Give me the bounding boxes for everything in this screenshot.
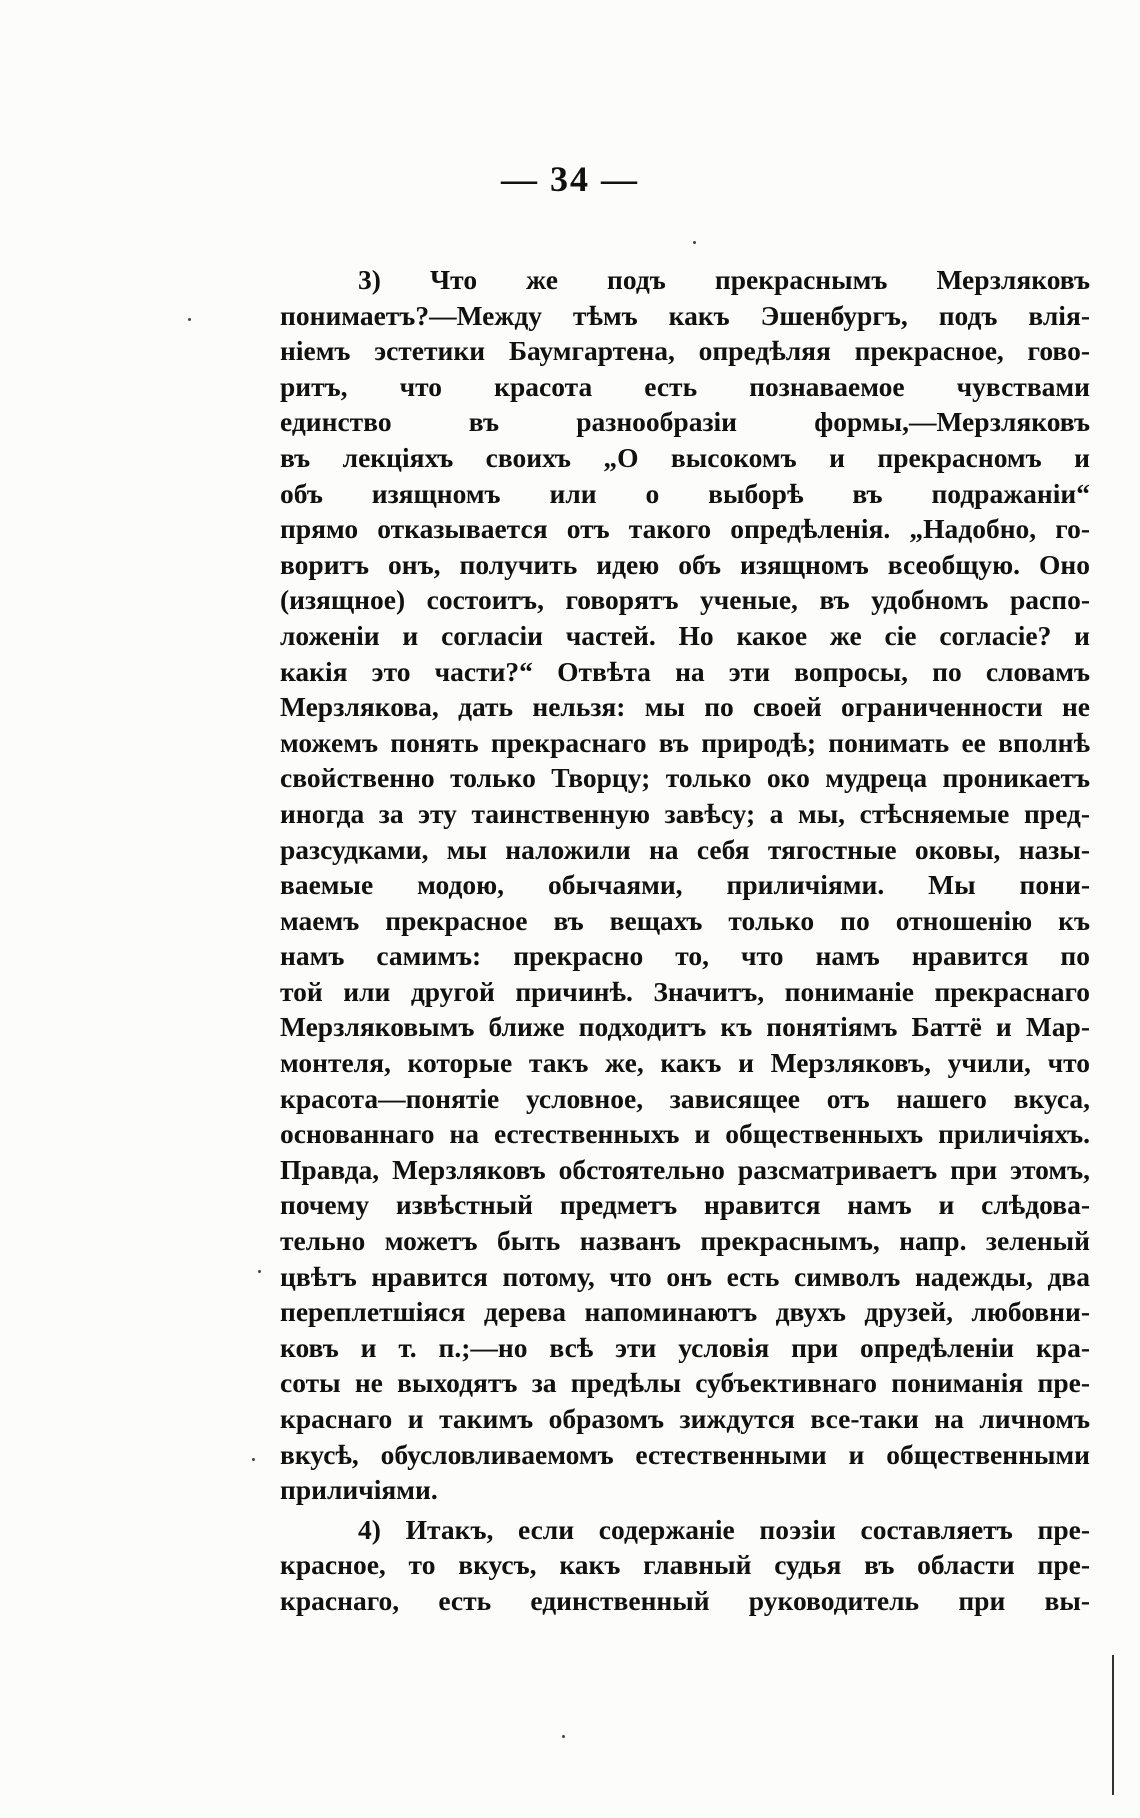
- text-line: цвѣтъ нравится потому, что онъ есть символъ надежды, два: [280, 1260, 1090, 1292]
- text-line: намъ самимъ: прекрасно то, что намъ нравится по: [280, 940, 1090, 972]
- scan-speck: [693, 241, 696, 244]
- page-number: — 34 —: [501, 159, 639, 199]
- text-line: краснаго, есть единственный руководитель при вы-: [280, 1584, 1090, 1616]
- text-line: воритъ онъ, получить идею объ изящномъ всеобщую. Оно: [280, 548, 1090, 580]
- text-line: единство въ разнообразіи формы,—Мерзляковъ: [280, 406, 1090, 438]
- text-line: 3) Что же подъ прекраснымъ Мерзляковъ: [358, 264, 1090, 295]
- text-line: соты не выходятъ за предѣлы субъективнаго пониманія пре-: [280, 1367, 1090, 1399]
- text-line: объ изящномъ или о выборѣ въ подражаніи“: [280, 477, 1090, 509]
- text-line: въ лекціяхъ своихъ „О высокомъ и прекрасномъ и: [280, 441, 1090, 473]
- text-line: ритъ, что красота есть познаваемое чувствами: [280, 370, 1090, 402]
- text-line: Мерзлякова, дать нельзя: мы по своей ограниченности не: [280, 691, 1090, 723]
- text-line: краснаго и такимъ образомъ зиждутся все-таки на личномъ: [280, 1403, 1090, 1434]
- text-line: какія это части?“ Отвѣта на эти вопросы, по словамъ: [280, 655, 1090, 687]
- text-line: вкусѣ, обусловливаемомъ естественными и общественными: [280, 1438, 1090, 1470]
- text-line: ваемые модою, обычаями, приличіями. Мы пони-: [280, 869, 1090, 901]
- text-line: маемъ прекрасное въ вещахъ только по отношенію къ: [280, 904, 1090, 936]
- text-line: 4) Итакъ, если содержаніе поэзіи составляетъ пре-: [358, 1513, 1090, 1545]
- text-line: можемъ понять прекраснаго въ природѣ; понимать ее вполнѣ: [280, 726, 1090, 758]
- scan-speck: [258, 1270, 261, 1273]
- text-line: свойственно только Творцу; только око мудреца проникаетъ: [280, 762, 1090, 794]
- text-line: разсудками, мы наложили на себя тягостные оковы, назы-: [280, 833, 1090, 865]
- text-line: тельно можетъ быть названъ прекраснымъ, напр. зеленый: [280, 1225, 1090, 1257]
- scan-speck: [188, 318, 191, 321]
- scan-speck: [562, 1735, 565, 1738]
- text-line: красное, то вкусъ, какъ главный судья въ области пре-: [280, 1549, 1090, 1581]
- text-line: переплетшіяся дерева напоминаютъ двухъ друзей, любовни-: [280, 1296, 1090, 1328]
- text-line: той или другой причинѣ. Значитъ, пониманіе прекраснаго: [280, 975, 1090, 1007]
- text-line: красота—понятіе условное, зависящее отъ нашего вкуса,: [280, 1082, 1090, 1114]
- text-line: иногда за эту таинственную завѣсу; а мы, стѣсняемые пред-: [280, 797, 1090, 829]
- text-line: основаннаго на естественныхъ и общественныхъ приличіяхъ.: [280, 1118, 1090, 1150]
- paragraph-p3: [280, 262, 1090, 1508]
- text-line: ніемъ эстетики Баумгартена, опредѣляя прекрасное, гово-: [280, 335, 1090, 367]
- text-line: Мерзляковымъ ближе подходитъ къ понятіямъ Баттё и Мар-: [280, 1011, 1090, 1043]
- text-line: прямо отказывается отъ такого опредѣленія. „Надобно, го-: [280, 513, 1090, 545]
- scan-speck: [252, 1458, 255, 1461]
- text-line: Правда, Мерзляковъ обстоятельно разсматриваетъ при этомъ,: [280, 1153, 1090, 1185]
- paragraph-p4: [280, 1512, 1090, 1619]
- text-line: ложеніи и согласіи частей. Но какое же сіе согласіе? и: [280, 619, 1090, 651]
- text-line: ковъ и т. п.;—но всѣ эти условія при опредѣленіи кра-: [280, 1331, 1090, 1363]
- text-line: понимаетъ?—Между тѣмъ какъ Эшенбургъ, подъ влія-: [280, 299, 1090, 331]
- text-line: приличіями.: [280, 1474, 438, 1506]
- text-line: (изящное) состоитъ, говорятъ ученые, въ удобномъ распо-: [280, 584, 1090, 616]
- text-line: монтеля, которые такъ же, какъ и Мерзляковъ, учили, что: [280, 1047, 1090, 1079]
- text-line: почему извѣстный предметъ нравится намъ и слѣдова-: [280, 1189, 1090, 1221]
- body-text: [280, 262, 1090, 1619]
- margin-rule: [1112, 1655, 1114, 1795]
